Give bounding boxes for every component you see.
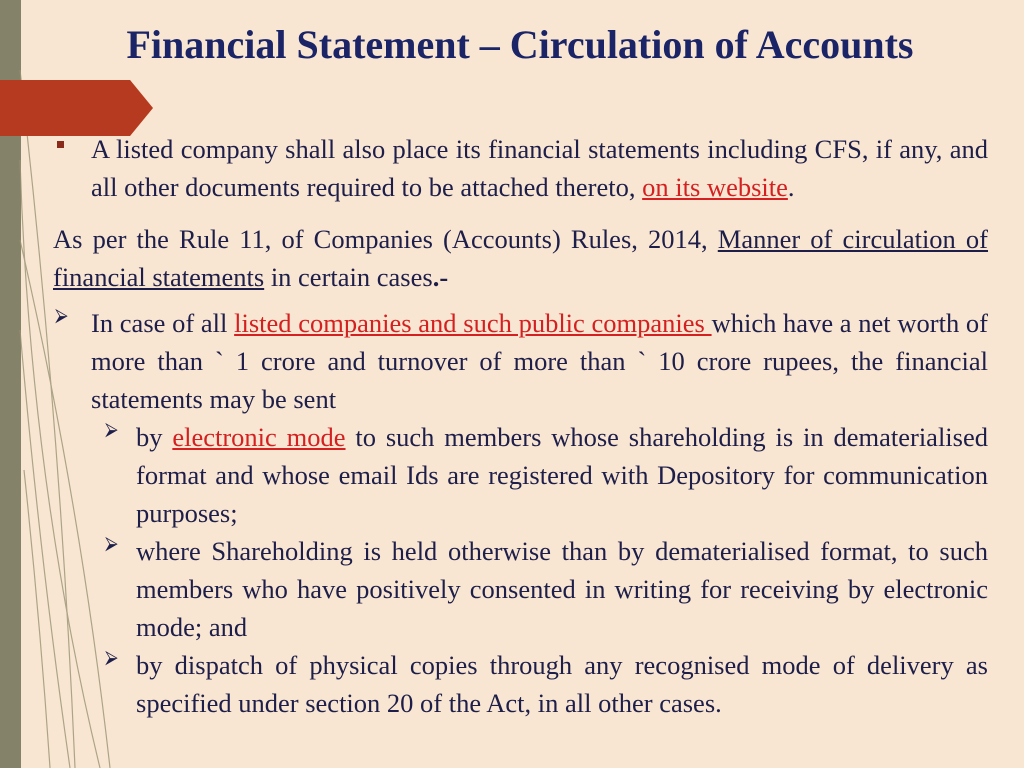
manner-of-circulation-text: Manner of circulation of financial statements [53, 224, 989, 292]
paragraph-text: by dispatch of physical copies through any recognised mode of delivery as specified under section 20 of the Act, in all other cases. [136, 650, 988, 718]
page-title: Financial Statement – Circulation of Accounts [126, 22, 914, 67]
electronic-mode-link[interactable]: electronic mode [172, 422, 346, 452]
paragraph-text: As per the Rule 11, of Companies (Accounts) Rules, 2014, [53, 224, 718, 254]
arrow-bullet-icon: ⮚ [105, 647, 118, 668]
sub-bullet-electronic-mode [53, 418, 988, 532]
arrow-bullet-icon: ⮚ [55, 305, 68, 326]
paragraph-text: . [787, 172, 795, 202]
paragraph-text: In case of all [91, 308, 235, 338]
bullet-paragraph-listed-companies [53, 304, 988, 418]
rule-11-paragraph [53, 220, 988, 296]
sub-bullet-physical-copies [53, 646, 988, 722]
arrow-bullet-icon: ⮚ [105, 419, 118, 440]
paragraph-text: by [136, 422, 173, 452]
paragraph-text: which have a net worth of more than ` 1 crore and turnover of more than ` 10 crore rupees, the financial statements may be sent [91, 308, 988, 414]
on-its-website-link[interactable]: on its website [642, 172, 788, 202]
paragraph-text: where Shareholding is held otherwise than by dematerialised format, to such members who have positively consented in writing for receiving by electronic mode; and [136, 536, 988, 642]
bullet-paragraph-website [53, 130, 988, 206]
sub-bullet-consented-members [53, 532, 988, 646]
listed-companies-link[interactable]: listed companies and such public companies [234, 308, 712, 338]
paragraph-text: in certain cases [264, 262, 433, 292]
paragraph-text: to such members whose shareholding is in dematerialised format and whose email Ids are registered with Depository for communication purposes; [136, 422, 988, 528]
paragraph-text: A listed company shall also place its financial statements including CFS, if any, and all other documents required to be attached thereto, [91, 134, 988, 202]
arrow-bullet-icon: ⮚ [105, 533, 118, 554]
accent-arrow-shape [0, 80, 153, 136]
slide-content [53, 130, 988, 722]
square-bullet-icon [57, 141, 64, 148]
paragraph-text: .- [432, 262, 449, 292]
